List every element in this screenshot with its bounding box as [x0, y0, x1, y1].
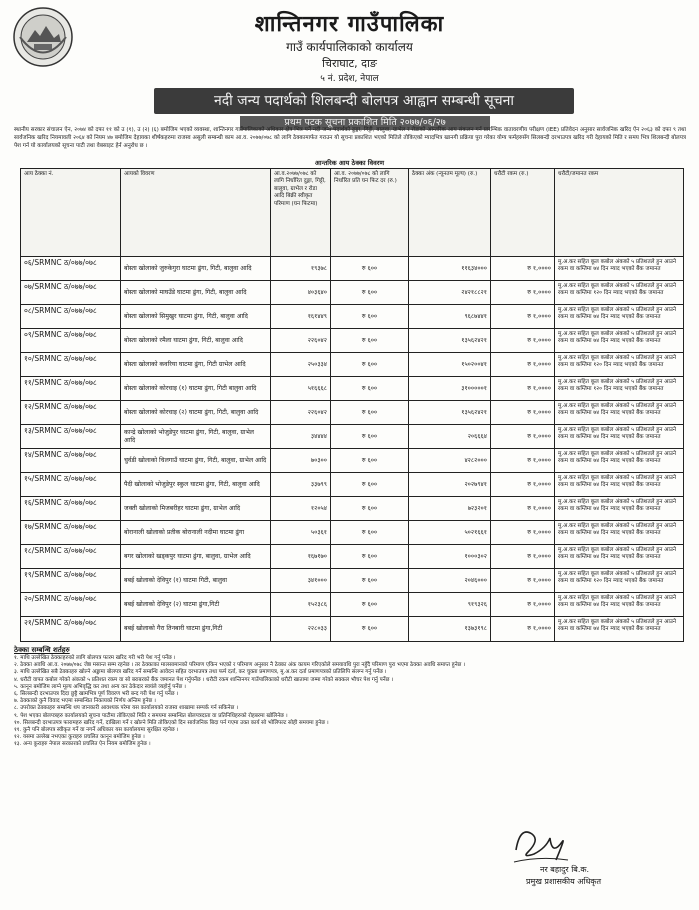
contract-code-cell: १९/SRMNC ठ/०७७/०७८: [21, 569, 121, 593]
conditions-list: [14, 655, 686, 749]
quantity-cell: ३४१०००: [271, 569, 331, 593]
security-cell: मु.अ.कर सहित कूल कबोल अंकको ५ प्रतिशतले हुन आउने रकम वा कम्तिमा १२० दिन म्याद भएको बैंक जमानत: [558, 379, 676, 392]
amount-cell: २४२१८८२१: [409, 281, 491, 305]
rate-cell: रु ६००: [331, 473, 409, 497]
deposit-cell: रु १,००००: [491, 329, 555, 353]
description-cell: कान्द्रे खोलाको भोजुडेपुर घाटमा ढुंगा, गिटी, बालुवा, ग्राभेल आदि: [121, 425, 271, 449]
table-row: [21, 353, 683, 377]
rate-cell: रु ६००: [331, 545, 409, 569]
condition-item: १२. यसमा उल्लेख नभएका कुराहरु प्रचलित कानून बमोजिम हुनेछ ।: [14, 734, 145, 741]
table-row: [21, 473, 683, 497]
table-row: [21, 593, 683, 617]
deposit-cell: रु १,००००: [491, 521, 555, 545]
description-cell: बोस्ता खोलाको जुरुकेगुरा घाटमा ढुंगा, गिटी, बालुवा आदि: [121, 257, 271, 281]
amount-cell: २०६६६४: [409, 425, 491, 449]
security-cell: मु.अ.कर सहित कूल कबोल अंकको ५ प्रतिशतले हुन आउने रकम वा कम्तिमा १२० दिन म्याद भएको बैंक जमानत: [558, 283, 676, 296]
publish-date-banner: प्रथम पटक सूचना प्रकाशित मिति २०७७/०६/२७: [240, 116, 490, 130]
table-row: [21, 545, 683, 569]
rate-cell: रु ६००: [331, 425, 409, 449]
deposit-cell: रु १,००००: [491, 545, 555, 569]
deposit-cell: रु १,००००: [491, 305, 555, 329]
header-cell: धरौटी रकम (रु.): [491, 169, 555, 257]
office-subtitle: गाउँ कार्यपालिकाको कार्यालय: [286, 40, 413, 54]
contract-code-cell: २०/SRMNC ठ/०७७/०७८: [21, 593, 121, 617]
quantity-cell: १९३७८: [271, 257, 331, 281]
signatory-name: नर बहादुर बि.क.: [540, 865, 590, 874]
condition-item: ९. पेश भएका बोलपत्रहरु कार्यालयको सूचना पाटीमा तोकिएको मिति र समयमा सम्बन्धित बोलपत्रदाता वा प्रतिनिधिहरुको रोहबरमा खोलिनेछ ।: [14, 712, 288, 719]
condition-item: १. माथि उल्लेखित ठेक्काहरुको लागि बोलपत्र फारम खरिद गरी भरी पेश गर्नु पर्नेछ ।: [14, 655, 176, 661]
header-cell: आय ठेक्का नं.: [21, 169, 121, 257]
signatory-title: प्रमुख प्रशासकीय अधिकृत: [526, 877, 602, 886]
condition-item: १३. अन्य कुराहरु नेपाल सरकारको प्रचलित ऐन नियम बमोजिम हुनेछ ।: [14, 741, 151, 748]
contract-code-cell: १४/SRMNC ठ/०७७/०७८: [21, 449, 121, 473]
table-header: [21, 169, 683, 257]
condition-item: २. ठेक्का अवधि आ.व. २०७७/०७८ जेष्ठ मसान्त सम्म रहनेछ । तर ठेक्काका मालसामानको परिमाण एकिन भएको र परिमाण अनुसार नै ठेक्का अंक कायम गरिएकोले समयावधि पुरा नहुँदै परिमाण पुरा भएमा ठेक्का अवधि समाप्त हुनेछ ।: [14, 662, 466, 669]
rate-cell: रु ६००: [331, 593, 409, 617]
rate-cell: रु ६००: [331, 521, 409, 545]
quantity-cell: १६७१७०: [271, 545, 331, 569]
description-cell: बोस्ता खोलाको सिमुखुर घाटमा ढुंगा, गिटी, बालुवा आदि: [121, 305, 271, 329]
header-cell: आयको विवरण: [121, 169, 271, 257]
deposit-cell: रु १,००००: [491, 617, 555, 641]
deposit-cell: रु १,००००: [491, 497, 555, 521]
security-cell: मु.अ.कर सहित कूल कबोल अंकको ५ प्रतिशतले हुन आउने रकम वा कम्तिमा ७४ दिन म्याद भएको बैंक जमानत: [558, 307, 676, 320]
deposit-cell: रु १,००००: [491, 449, 555, 473]
amount-cell: १३५६२४२१: [409, 329, 491, 353]
contract-code-cell: २१/SRMNC ठ/०७७/०७८: [21, 617, 121, 641]
deposit-cell: रु १,००००: [491, 281, 555, 305]
table-row: [21, 401, 683, 425]
condition-item: ११. कुनै पनि बोलपत्र स्वीकृत गर्ने वा नगर्ने अधिकार यस कार्यालयमा सुरक्षित रहनेछ ।: [14, 727, 179, 734]
description-cell: बोस्ता खोलाको रमैला घाटमा ढुंगा, गिटी, बालुवा आदि: [121, 329, 271, 353]
amount-cell: ९६८७४४१: [409, 305, 491, 329]
rate-cell: रु ६००: [331, 257, 409, 281]
description-cell: बबई खोलाको देविपुर (१) घाटमा गिटी, बालुवा: [121, 569, 271, 593]
description-cell: बोस्ता खोलाको माघउँडे घाटमा ढुंगा, गिटी, बालुवा आदि: [121, 281, 271, 305]
contract-code-cell: १५/SRMNC ठ/०७७/०७८: [21, 473, 121, 497]
security-cell: मु.अ.कर सहित कूल कबोल अंकको ५ प्रतिशतले हुन आउने रकम वा कम्तिमा ७४ दिन म्याद भएको बैंक जमानत: [558, 619, 676, 632]
contract-code-cell: ०६/SRMNC ठ/०७७/०७८: [21, 257, 121, 281]
quantity-cell: ५०३६१: [271, 521, 331, 545]
table-row: [21, 617, 683, 641]
amount-cell: ५०२१६६१: [409, 521, 491, 545]
contract-table: [20, 168, 684, 642]
contract-code-cell: ०७/SRMNC ठ/०७७/०७८: [21, 281, 121, 305]
rate-cell: रु ६००: [331, 497, 409, 521]
amount-cell: ३१०००००१: [409, 377, 491, 401]
rate-cell: रु ६००: [331, 281, 409, 305]
amount-cell: २०४६०००: [409, 569, 491, 593]
contract-code-cell: ०८/SRMNC ठ/०७७/०७८: [21, 305, 121, 329]
table-body: [21, 257, 683, 641]
table-row: [21, 449, 683, 473]
description-cell: बोस्ता खोलाको कोरचाइ (१) घाटमा ढुंगा, गिटी बालुवा आदि: [121, 377, 271, 401]
security-cell: मु.अ.कर सहित कूल कबोल अंकको ५ प्रतिशतले हुन आउने रकम वा कम्तिमा ७४ दिन म्याद भएको बैंक जमानत: [558, 499, 676, 512]
table-row: [21, 305, 683, 329]
amount-cell: १५०२००४१: [409, 353, 491, 377]
description-cell: बबई खोलाको गैरा तिनबारी घाटमा ढुंगा,गिटी: [121, 617, 271, 641]
deposit-cell: रु १,००००: [491, 593, 555, 617]
conditions-title: ठेक्का सम्बन्धि शर्तहरु: [14, 646, 70, 654]
description-cell: चुर्वडी खोलाको चिलगाउँ घाटमा ढुंगा, गिटी, बालुवा, ग्राभेल आदि: [121, 449, 271, 473]
deposit-cell: रु १,००००: [491, 425, 555, 449]
condition-item: ३. माथि उल्लेखित सबै ठेक्काहरु खोल्ने अड्डामा बोलपत्र खरिद गर्ने सम्बन्धि आवेदन सहित दरभाउपत्र तथा फर्म दर्ता, कर चुक्ता प्रमाणपत्र, मु.अ.कर दर्ता प्रमाणपत्रको प्रतिलिपि संलग्न गर्नु पर्नेछ ।: [14, 669, 387, 676]
security-cell: मु.अ.कर सहित कूल कबोल अंकको ५ प्रतिशतले हुन आउने रकम वा कम्तिमा १२० दिन म्याद भएको बैंक जमानत: [558, 571, 676, 584]
office-province: ५ नं. प्रदेश, नेपाल: [320, 74, 379, 84]
description-cell: बोस्ता खोलाको कवरिया घाटमा ढुंगा, गिटी ग्राभेल आदि: [121, 353, 271, 377]
rate-cell: रु ६००: [331, 353, 409, 377]
table-row: [21, 497, 683, 521]
security-cell: मु.अ.कर सहित कूल कबोल अंकको ५ प्रतिशतले हुन आउने रकम वा कम्तिमा ७४ दिन म्याद भएको बैंक जमानत: [558, 475, 676, 488]
rate-cell: रु ६००: [331, 377, 409, 401]
condition-item: १०. सिलबन्दी दरभाउपत्र फारामहरु खरिद गर्ने, दाखिला गर्ने र खोल्ने मिति तोकिएको दिन सार्वजनिक बिदा पर्न गएमा उक्त कार्य सो भोलिपल्ट सोही समयमा हुनेछ ।: [14, 719, 329, 726]
security-cell: मु.अ.कर सहित कूल कबोल अंकको ५ प्रतिशतले हुन आउने रकम वा कम्तिमा ७४ दिन म्याद भएको बैंक जमानत: [558, 523, 676, 536]
contract-code-cell: १८/SRMNC ठ/०७७/०७८: [21, 545, 121, 569]
description-cell: बोस्ता खोलाको कोरचाइ (२) घाटमा ढुंगा, गिटी, बालुवा आदि: [121, 401, 271, 425]
security-cell: मु.अ.कर सहित कूल कबोल अंकको ५ प्रतिशतले हुन आउने रकम वा कम्तिमा ७४ दिन म्याद भएको बैंक जमानत: [558, 595, 676, 608]
quantity-cell: ७०३००: [271, 449, 331, 473]
amount-cell: १३७३१९८: [409, 617, 491, 641]
table-row: [21, 377, 683, 401]
security-cell: मु.अ.कर सहित कूल कबोल अंकको ५ प्रतिशतले हुन आउने रकम वा कम्तिमा ७४ दिन म्याद भएको बैंक जमानत: [558, 259, 676, 272]
contract-code-cell: ०९/SRMNC ठ/०७७/०७८: [21, 329, 121, 353]
table-row: [21, 425, 683, 449]
rate-cell: रु ६००: [331, 569, 409, 593]
header-cell: धरौटी/जमानत रकम: [558, 171, 599, 177]
security-cell: मु.अ.कर सहित कूल कबोल अंकको ५ प्रतिशतले हुन आउने रकम वा कम्तिमा ७४ दिन म्याद भएको बैंक जमानत: [558, 403, 676, 416]
quantity-cell: १६१४४९: [271, 305, 331, 329]
quantity-cell: ३३७९९: [271, 473, 331, 497]
condition-item: ८. उपरोक्त ठेक्काहरु सम्बन्धि थप जानकारी आवश्यक परेमा यस कार्यालयको राजस्व शाखामा सम्पर्क गर्न सकिनेछ ।: [14, 705, 239, 712]
contract-code-cell: १७/SRMNC ठ/०७७/०७८: [21, 521, 121, 545]
table-row: [21, 569, 683, 593]
header-cell: आ.व.२०७७/०७८ को लागि निर्धारित दुङ्गा, गिट्टी, बालुवा, ग्राभेल र रोडा आदि बिक्री स्वीकृत परिमाण (घन फिटमा): [271, 169, 331, 257]
condition-item: ५. कानून बमोजिम लाग्ने मूल्य अभिवृद्धि कर तथा अन्य कर ठेकेदार स्वयंले व्यहोर्नु पर्नेछ ।: [14, 683, 186, 690]
description-cell: बगर खोलाको खड्कपुर घाटमा ढुंगा, बालुवा, ग्राभेल आदि: [121, 545, 271, 569]
quantity-cell: ५१६६६८: [271, 377, 331, 401]
condition-item: ६. सिलबन्दी दरभाउपत्र दिदा छुट्टै खामभित्र पूर्ण विवरण भरी बन्द गरी पेश गर्नु पर्नेछ ।: [14, 691, 179, 698]
amount-cell: ९१९३२६: [409, 593, 491, 617]
intro-paragraph: स्थानीय सरकार संचालन ऐन, २०७४ को दफा ११ को उ (१), उ (२) (६) बमोजिम भएको व्यवस्था, शान्तिनगर गाउँपालिकाको अधिकार क्षेत्र भित्र पर्ने नदी जन्य पदार्थको ढुङ्गा, गिट्टी, बालुवा, ग्राभेल र रोडाको आन्तरिक आय संकलन गर्न प्रारम्भिक वातावरणीय परीक्षण (IEE) प्रतिवेदन अनुसार सार्वजनिक खरिद ऐन २०६३ को दफा ९ तथा सार्वजनिक खरिद नियमावली २०६४ को नियम ४७ बमोजिम देहायका शीर्षकहरुमा राजस्व असुली सम्बन्धी काम आ.व. २०७७/०७८ को लागि ठेक्कामार्फत गराउन यो सूचना प्रकाशित भएको मितिले तोकिएको म्यादभित्र खानगी प्रक्रिया पुरा गरेका योग्य फर्महरुसँग सिलबन्दी दरभाउपत्र खरिद गरी देहायको मिति र समय भित्र शिलबन्दी बोलपत्र पेश गर्न यो कार्यालयको सूचना पाटी तथा वेबसाइट हेर्न अनुरोध छ ।: [14, 127, 686, 150]
deposit-cell: रु १,००००: [491, 377, 555, 401]
condition-item: ४. धरौटी वापत कबोल गरेको अंकको ५ प्रतिशत रकम वा सो बराबरको बैंक जमानत पेश गर्नुपर्नेछ । धरौटी रकम शान्तिनगर गाउँपालिकाको धरौटी खातामा जम्मा गरेको सक्कल भौचर पेश गर्नु पर्नेछ ।: [14, 676, 394, 683]
contract-code-cell: ११/SRMNC ठ/०७७/०७८: [21, 377, 121, 401]
amount-cell: १३५६२४२१: [409, 401, 491, 425]
condition-item: ७. ठेक्काको कुनै विवाद भएमा सम्बन्धित निकायको निर्णय अन्तिम हुनेछ ।: [14, 698, 156, 705]
description-cell: बोरानाली खोलाको प्रतीक बोरानाली नदीमा घाटमा ढुंगा: [121, 521, 271, 545]
deposit-cell: रु १,००००: [491, 569, 555, 593]
description-cell: बबई खोलाको देविपुर (२) घाटमा ढुंगा,गिटी: [121, 593, 271, 617]
signature-icon: [510, 820, 570, 868]
contract-code-cell: १६/SRMNC ठ/०७७/०७८: [21, 497, 121, 521]
notice-title-banner: नदी जन्य पदार्थको शिलबन्दी बोलपत्र आह्वान सम्बन्धी सूचना: [154, 88, 574, 114]
security-cell: मु.अ.कर सहित कूल कबोल अंकको ५ प्रतिशतले हुन आउने रकम वा कम्तिमा १२० दिन म्याद भएको बैंक जमानत: [558, 355, 676, 368]
quantity-cell: २२६०४२: [271, 329, 331, 353]
quantity-cell: ३४४४४: [271, 425, 331, 449]
deposit-cell: रु १,००००: [491, 401, 555, 425]
rate-cell: रु ६००: [331, 329, 409, 353]
deposit-cell: रु १,००००: [491, 473, 555, 497]
contract-code-cell: १३/SRMNC ठ/०७७/०७८: [21, 425, 121, 449]
table-caption: आन्तरिक आय ठेक्का विवरण: [314, 159, 385, 167]
rate-cell: रु ६००: [331, 305, 409, 329]
quantity-cell: ४०३६४०: [271, 281, 331, 305]
security-cell: मु.अ.कर सहित कूल कबोल अंकको ५ प्रतिशतले हुन आउने रकम वा कम्तिमा ७४ दिन म्याद भएको बैंक जमानत: [558, 451, 676, 464]
office-title: शान्तिनगर गाउँपालिका: [254, 11, 445, 37]
header-cell: आ.व. २०७७/०७८ को लागि निर्धारित प्रति घन फिट दर (रु.): [331, 169, 409, 257]
table-row: [21, 521, 683, 545]
quantity-cell: १२०५४: [271, 497, 331, 521]
office-place: चिराघाट, दाङ: [322, 57, 377, 70]
contract-code-cell: १२/SRMNC ठ/०७७/०७८: [21, 401, 121, 425]
deposit-cell: रु १,००००: [491, 257, 555, 281]
amount-cell: ११६३४०००: [409, 257, 491, 281]
contract-code-cell: १०/SRMNC ठ/०७७/०७८: [21, 353, 121, 377]
table-row: [21, 281, 683, 305]
description-cell: पैदी खोलाको भोजुडेपुर स्कुल घाटमा ढुंगा, गिटी, बालुवा आदि: [121, 473, 271, 497]
quantity-cell: १५२३८६: [271, 593, 331, 617]
amount-cell: १०००३०२: [409, 545, 491, 569]
rate-cell: रु ६००: [331, 617, 409, 641]
rate-cell: रु ६००: [331, 449, 409, 473]
description-cell: जक्ती खोलाको मिजबरीहर घाटमा ढुंगा, ग्राभेल आदि: [121, 497, 271, 521]
security-cell: मु.अ.कर सहित कूल कबोल अंकको ५ प्रतिशतले हुन आउने रकम वा कम्तिमा ७४ दिन म्याद भएको बैंक जमानत: [558, 331, 676, 344]
table-row: [21, 329, 683, 353]
security-cell: मु.अ.कर सहित कूल कबोल अंकको ५ प्रतिशतले हुन आउने रकम वा कम्तिमा ७४ दिन म्याद भएको बैंक जमानत: [558, 547, 676, 560]
amount-cell: ७२३२०१: [409, 497, 491, 521]
amount-cell: २०२७९४१: [409, 473, 491, 497]
rate-cell: रु ६००: [331, 401, 409, 425]
quantity-cell: २२६०४२: [271, 401, 331, 425]
quantity-cell: २२८०३३: [271, 617, 331, 641]
table-row: [21, 257, 683, 281]
quantity-cell: २५०३३४: [271, 353, 331, 377]
header-cell: ठेक्का अंक (न्यूनतम मूल्य) (रु.): [409, 169, 491, 257]
security-cell: मु.अ.कर सहित कूल कबोल अंकको ५ प्रतिशतले हुन आउने रकम वा कम्तिमा ७४ दिन म्याद भएको बैंक जमानत: [558, 427, 676, 440]
amount-cell: ४२८२०००: [409, 449, 491, 473]
deposit-cell: रु १,००००: [491, 353, 555, 377]
